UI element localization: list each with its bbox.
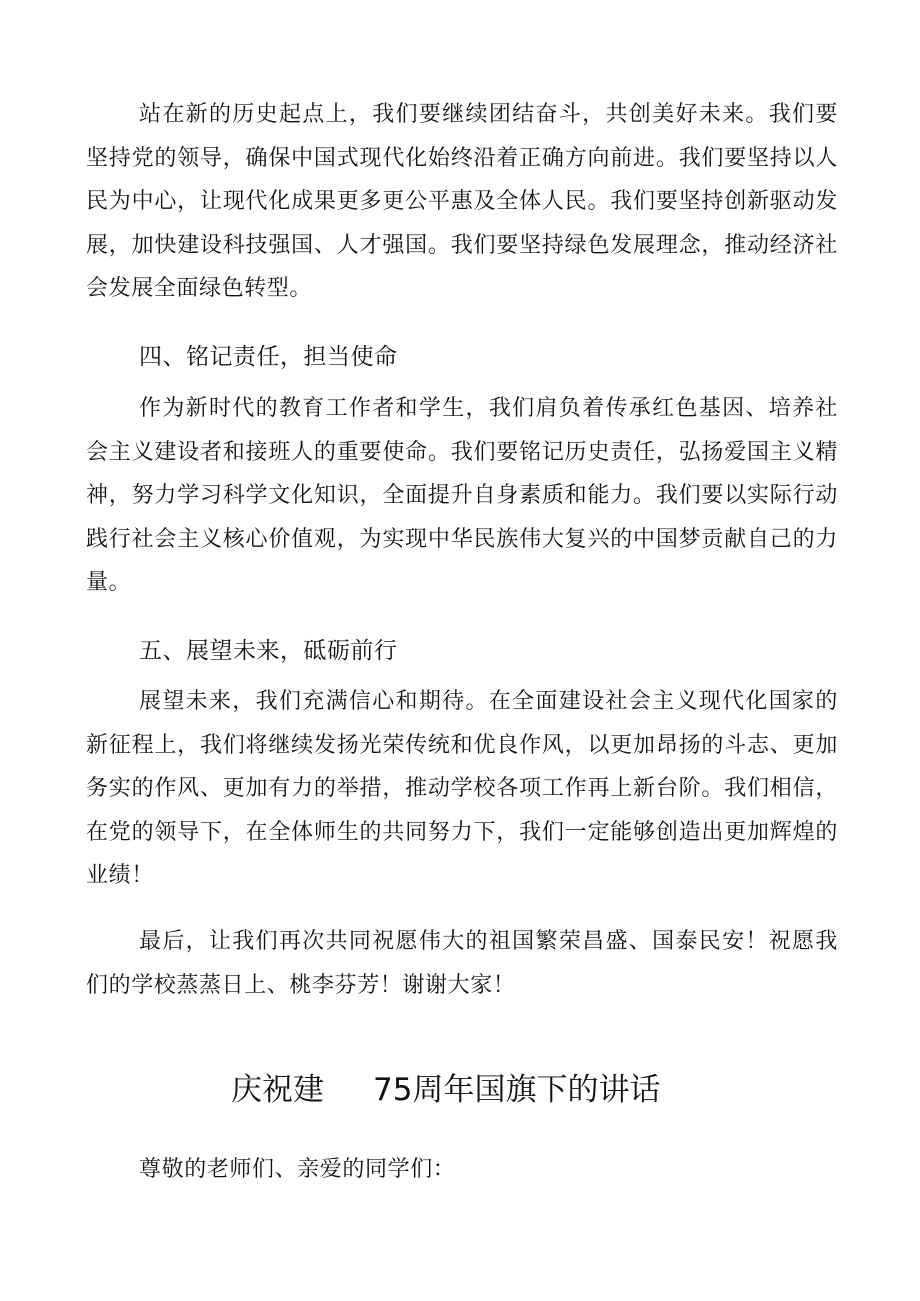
speech-title-part2: 75周年国旗下的讲话 [373,1072,661,1108]
section-heading-5: 五、展望未来，砥砺前行 [139,638,398,664]
speech-title-part1: 庆祝建 [231,1072,324,1108]
paragraph-new-starting-point: 站在新的历史起点上，我们要继续团结奋斗，共创美好未来。我们要坚持党的领导，确保中国式现代化始终沿着正确方向前进。我们要坚持以人民为中心，让现代化成果更多更公平惠及全体人民。我们要坚持创新驱动发展，加快建设科技强国、人才强国。我们要坚持绿色发展理念，推动经济社会发展全面绿色转型。 [86,102,838,301]
salutation: 尊敬的老师们、亲爱的同学们： [139,1157,456,1182]
paragraph-closing: 最后，让我们再次共同祝愿伟大的祖国繁荣昌盛、国泰民安！祝愿我们的学校蒸蒸日上、桃李芬芳！谢谢大家！ [86,929,838,998]
speech-title [0,1068,920,1244]
paragraph-outlook: 展望未来，我们充满信心和期待。在全面建设社会主义现代化国家的新征程上，我们将继续发扬光荣传统和优良作风，以更加昂扬的斗志、更加务实的作风、更加有力的举措，推动学校各项工作再上新台阶。我们相信，在党的领导下，在全体师生的共同努力下，我们一定能够创造出更加辉煌的业绩！ [86,689,838,888]
section-heading-4: 四、铭记责任，担当使命 [139,344,398,370]
paragraph-mission: 作为新时代的教育工作者和学生，我们肩负着传承红色基因、培养社会主义建设者和接班人的重要使命。我们要铭记历史责任，弘扬爱国主义精神，努力学习科学文化知识，全面提升自身素质和能力。我们要以实际行动践行社会主义核心价值观，为实现中华民族伟大复兴的中国梦贡献自己的力量。 [86,396,838,595]
